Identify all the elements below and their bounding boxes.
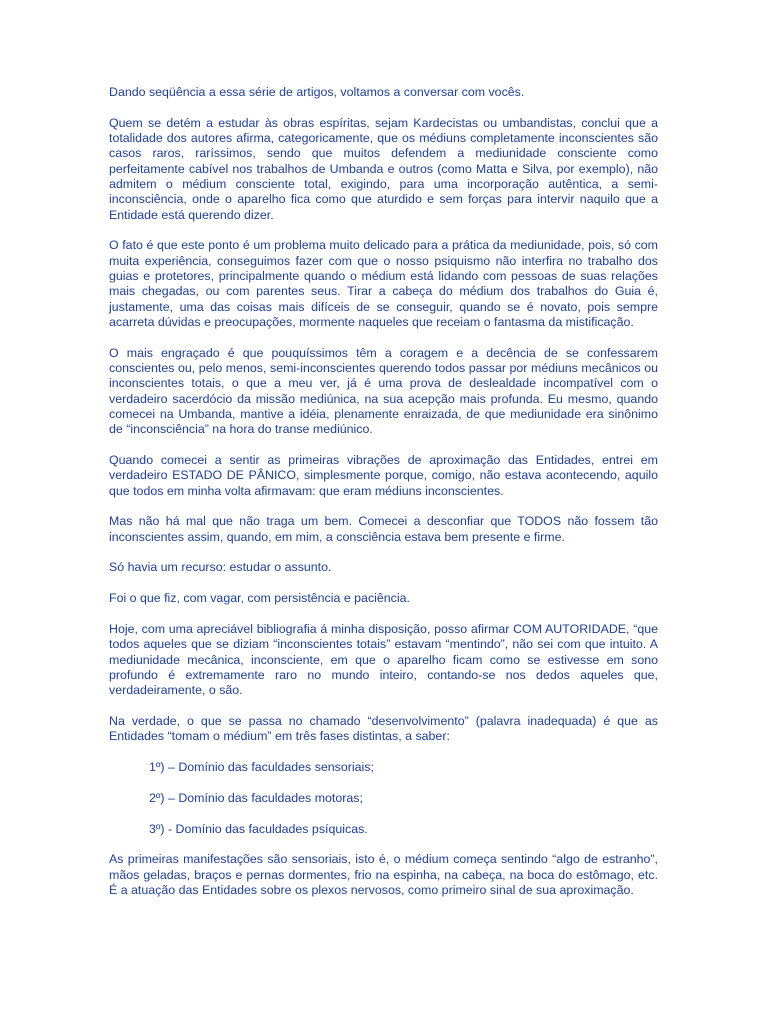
list-item-sensory: 1º) – Domínio das faculdades sensoriais; bbox=[149, 760, 374, 775]
document-page bbox=[109, 85, 658, 914]
paragraph-no-harm: Mas não há mal que não traga um bem. Comecei a desconfiar que TODOS não fossem tão inconscientes assim, quando, em mim, a consciência estava bem presente e firme. bbox=[109, 514, 658, 544]
paragraph-intro: Dando seqüência a essa série de artigos, voltamos a conversar com vocês. bbox=[109, 85, 525, 99]
paragraph-delicate-problem: O fato é que este ponto é um problema muito delicado para a prática da mediunidade, pois, só com muita experiência, conseguimos fazer com que o nosso psiquismo não interfira no trabalho dos guias e protetores, principalmente quando o médium está lidando com pessoas de suas relações mais chegadas, ou com parentes seus. Tirar a cabeça do médium dos trabalhos do Guia é, justamente, uma das coisas mais difíceis de se conseguir, quando se é novato, pois sempre acarreta dúvidas e preocupações, mormente naqueles que receiam o fantasma da mistificação. bbox=[109, 238, 658, 329]
paragraph-one-resource: Só havia um recurso: estudar o assunto. bbox=[109, 560, 332, 575]
paragraph-courage: O mais engraçado é que pouquíssimos têm a coragem e a decência de se confessarem conscientes ou, pelo menos, semi-inconscientes querendo todos passar por médiuns mecânicos ou inconscientes totais, o que a meu ver, já é uma prova de deslealdade incompatível com o verdadeiro sacerdócio da missão mediúnica, na sua acepção mais profunda. Eu mesmo, quando comecei na Umbanda, mantive a idéia, plenamente enraizada, de que mediunidade era sinônimo de “inconsciência” na hora do transe mediúnico. bbox=[109, 345, 658, 437]
paragraph-panic: Quando comecei a sentir as primeiras vibrações de aproximação das Entidades, entrei em verdadeiro ESTADO DE PÂNICO, simplesmente porque, comigo, não estava acontecendo, aquilo que todos em minha volta afirmavam: que eram médiuns inconscientes. bbox=[109, 452, 658, 498]
paragraph-development: Na verdade, o que se passa no chamado “desenvolvimento” (palavra inadequada) é que as Entidades “tomam o médium” em três fases distintas, a saber: bbox=[109, 714, 658, 744]
paragraph-spiritist-works: Quem se detém a estudar às obras espíritas, sejam Kardecistas ou umbandistas, conclui que a totalidade dos autores afirma, categoricamente, que os médiuns completamente inconscientes são casos raros, raríssimos, sendo que muitos defendem a mediunidade consciente como perfeitamente cabível nos trabalhos de Umbanda e outros (como Matta e Silva, por exemplo), não admitem o médium consciente total, exigindo, para uma incorporação autêntica, a semi-inconsciência, onde o aparelho fica como que aturdido e sem forças para intervir naquilo que a Entidade está querendo dizer. bbox=[109, 115, 658, 222]
list-item-psychic: 3º) - Domínio das faculdades psíquicas. bbox=[149, 821, 368, 836]
list-item-motor: 2º) – Domínio das faculdades motoras; bbox=[149, 790, 363, 805]
paragraph-what-i-did: Foi o que fiz, com vagar, com persistência e paciência. bbox=[109, 591, 410, 606]
paragraph-first-manifestations: As primeiras manifestações são sensoriais, isto é, o médium começa sentindo “algo de estranho”, mãos geladas, braços e pernas dormentes, frio na espinha, na cabeça, na boca do estômago, etc. É a atuação das Entidades sobre os plexos nervosos, como primeiro sinal de sua aproximação. bbox=[109, 852, 658, 898]
paragraph-bibliography: Hoje, com uma apreciável bibliografia á minha disposição, posso afirmar COM AUTORIDADE, “que todos aqueles que se diziam “inconscientes totais” estavam “mentindo”, não sei com que intuito. A mediunidade mecânica, inconsciente, em que o aparelho ficam como se estivesse em sono profundo é extremamente raro no mundo inteiro, contando-se nos dedos aqueles que, verdadeiramente, o são. bbox=[109, 622, 658, 698]
